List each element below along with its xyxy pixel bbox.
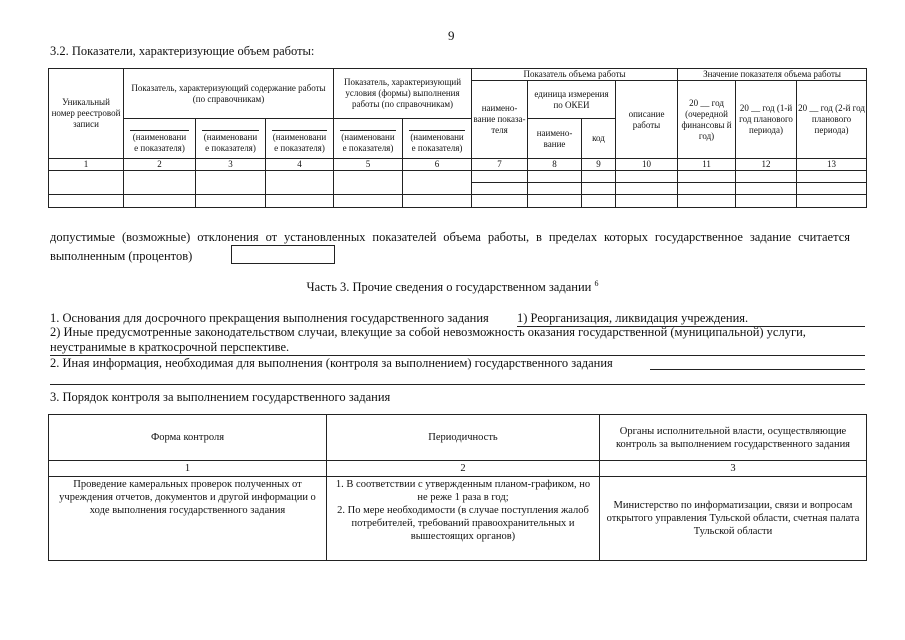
col-number: 2 [124, 159, 196, 171]
col-number: 4 [266, 159, 334, 171]
item3-label: 2. Иная информация, необходимая для выполнения (контроля за выполнением) государственного задания [50, 356, 613, 370]
page-number: 9 [448, 28, 455, 43]
hdr-year-current: 20 __ год (очередной финансовы й год) [678, 81, 736, 159]
col-number: 3 [196, 159, 266, 171]
hdr-unique-number: Уникальный номер реестровой записи [49, 69, 124, 159]
hdr-year-2: 20 __ год (2-й год планового периода) [797, 81, 867, 159]
table-row [49, 195, 867, 208]
table-row [49, 171, 867, 183]
control-form-cell: Проведение камеральных проверок полученных от учреждения отчетов, документов и другой информации о ходе выполнения государственного задания [49, 477, 327, 561]
col-number: 3 [600, 461, 867, 477]
control-table [48, 414, 867, 561]
col-number: 10 [616, 159, 678, 171]
hdr-volume-value: Значение показателя объема работы [678, 69, 867, 81]
col-number: 7 [472, 159, 528, 171]
periodicity-1: 1. В соответствии с утвержденным планом-графиком, но не реже 1 раза в год; [335, 479, 591, 503]
deviations-text-2: выполненным (процентов) [50, 249, 193, 263]
part3-title: Часть 3. Прочие сведения о государственном задании $^6$ [306, 279, 599, 295]
hdr-name-item-2: (наименовани е показателя) [196, 119, 266, 159]
hdr-conditions-indicator: Показатель, характеризующий условия (формы) выполнения работы (по справочникам) [334, 69, 472, 119]
hdr-unit: единица измерения по ОКЕИ [528, 81, 616, 119]
col-number: 6 [403, 159, 472, 171]
item3-line [50, 384, 865, 385]
col-number: 8 [528, 159, 582, 171]
periodicity-cell [327, 477, 600, 561]
periodicity-2: 2. По мере необходимости (в случае поступления жалоб потребителей, требований правоохранительных и вышестоящих органов) [337, 505, 589, 542]
hdr-description: описание работы [616, 81, 678, 159]
work-volume-table [48, 68, 867, 208]
col-number: 12 [736, 159, 797, 171]
col-number: 1 [49, 461, 327, 477]
col-number: 13 [797, 159, 867, 171]
col-number: 2 [327, 461, 600, 477]
item4-label: 3. Порядок контроля за выполнением государственного задания [50, 390, 391, 404]
hdr-unit-code: код [582, 119, 616, 159]
item3-underline [650, 369, 865, 370]
deviations-text: допустимые (возможные) отклонения от установленных показателей объема работы, в пределах которых государственное задание считается [50, 230, 850, 244]
hdr-name-item-3: (наименовани е показателя) [266, 119, 334, 159]
authorities-cell: Министерство по информатизации, связи и вопросам открытого управления Тульской области, счетная палата Тульской области [600, 477, 867, 561]
hdr-unit-name: наимено-вание [528, 119, 582, 159]
hdr-volume-indicator: Показатель объема работы [472, 69, 678, 81]
item1-value: 1) Реорганизация, ликвидация учреждения. [517, 311, 865, 327]
col-number: 9 [582, 159, 616, 171]
col-number: 5 [334, 159, 403, 171]
deviation-percent-field[interactable] [231, 245, 335, 264]
col-number: 1 [49, 159, 124, 171]
hdr-name-item-1: (наименовани е показателя) [124, 119, 196, 159]
hdr-periodicity: Периодичность [327, 415, 600, 461]
table-row [49, 477, 867, 561]
hdr-control-form: Форма контроля [49, 415, 327, 461]
hdr-authorities: Органы исполнительной власти, осуществляющие контроль за выполнением государственного задания [600, 415, 867, 461]
item2-line2: неустранимые в краткосрочной перспективе. [50, 340, 865, 356]
hdr-year-1: 20 __ год (1-й год планового периода) [736, 81, 797, 159]
hdr-content-indicator: Показатель, характеризующий содержание работы (по справочникам) [124, 69, 334, 119]
item2-line1: 2) Иные предусмотренные законодательством случаи, влекущие за собой невозможность оказания государственной (муниципальной) услуги, [50, 325, 806, 339]
section-3-2-title: 3.2. Показатели, характеризующие объем работы: [50, 44, 315, 58]
col-number: 11 [678, 159, 736, 171]
item1-label: 1. Основания для досрочного прекращения выполнения государственного задания [50, 311, 489, 325]
hdr-name-item-4: (наименовани е показателя) [334, 119, 403, 159]
hdr-name-item-5: (наименовани е показателя) [403, 119, 472, 159]
hdr-indicator-name: наимено-вание показа-теля [472, 81, 528, 159]
